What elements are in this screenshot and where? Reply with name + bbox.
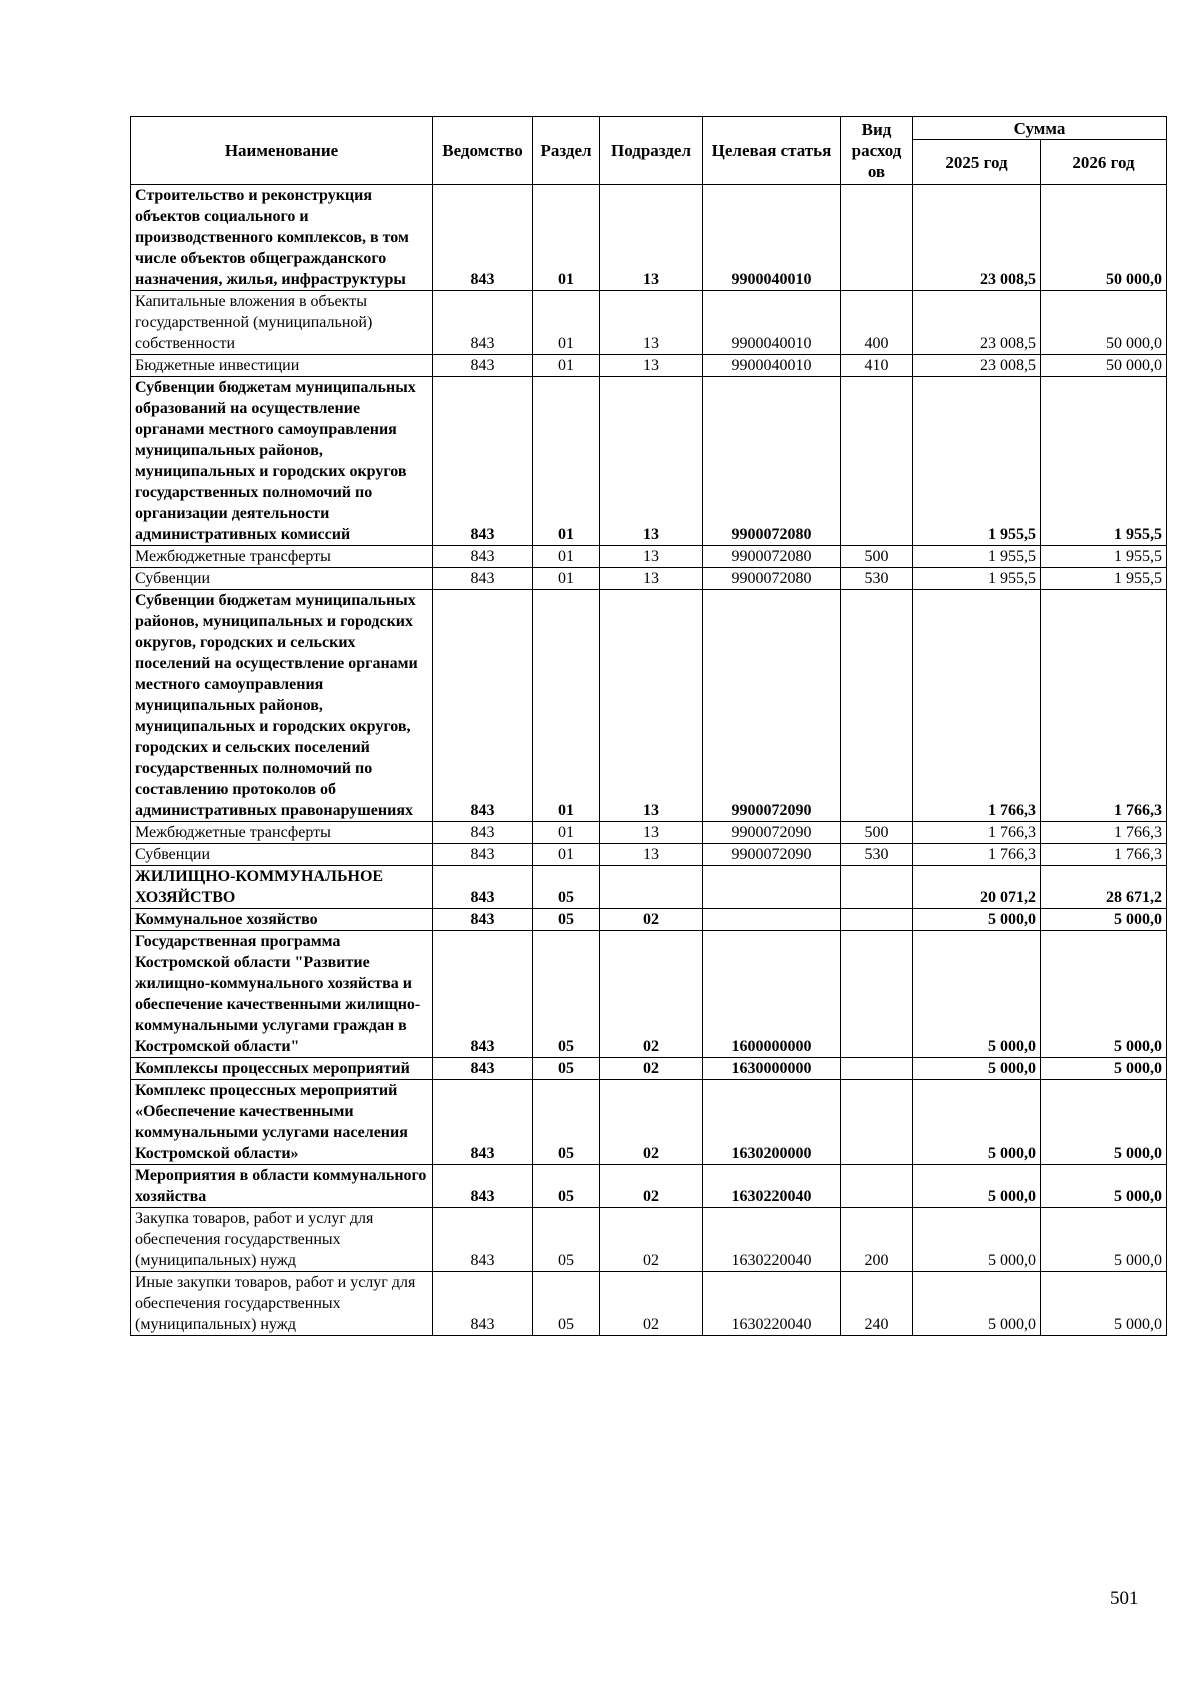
cell-subsection: 13 <box>600 291 703 355</box>
cell-section: 01 <box>533 291 600 355</box>
cell-name: Субвенции <box>131 568 433 590</box>
cell-sum-2026: 50 000,0 <box>1041 291 1167 355</box>
table-row <box>131 1165 1167 1208</box>
cell-expense-type <box>841 909 913 931</box>
table-row <box>131 822 1167 844</box>
table-body <box>131 185 1167 1336</box>
cell-name: Субвенции бюджетам муниципальных районов, муниципальных и городских округов, городских и сельских поселений на осуществление органами местного самоуправления муниципальных районов, муниципальных и городских округов, городских и сельских поселений государственных полномочий по составлению протоколов об административных правонарушениях <box>131 590 433 822</box>
cell-target-article: 9900072080 <box>703 568 841 590</box>
cell-sum-2025: 20 071,2 <box>913 866 1041 909</box>
cell-expense-type: 500 <box>841 546 913 568</box>
cell-sum-2025: 1 766,3 <box>913 844 1041 866</box>
cell-sum-2025: 1 955,5 <box>913 568 1041 590</box>
cell-subsection: 02 <box>600 1208 703 1272</box>
cell-sum-2025: 5 000,0 <box>913 909 1041 931</box>
cell-subsection: 13 <box>600 822 703 844</box>
cell-target-article: 9900072080 <box>703 546 841 568</box>
cell-name: ЖИЛИЩНО-КОММУНАЛЬНОЕ ХОЗЯЙСТВО <box>131 866 433 909</box>
cell-department: 843 <box>433 1165 533 1208</box>
cell-target-article: 1630220040 <box>703 1208 841 1272</box>
cell-expense-type: 500 <box>841 822 913 844</box>
cell-sum-2026: 1 955,5 <box>1041 377 1167 546</box>
cell-expense-type <box>841 185 913 291</box>
header-expense-type: Вид расход ов <box>841 117 913 185</box>
page-number: 501 <box>1110 1588 1139 1609</box>
cell-expense-type: 530 <box>841 844 913 866</box>
cell-subsection: 13 <box>600 590 703 822</box>
cell-sum-2026: 1 766,3 <box>1041 590 1167 822</box>
cell-sum-2026: 1 766,3 <box>1041 822 1167 844</box>
cell-sum-2026: 1 955,5 <box>1041 546 1167 568</box>
cell-sum-2025: 5 000,0 <box>913 1208 1041 1272</box>
cell-subsection: 02 <box>600 1165 703 1208</box>
cell-section: 05 <box>533 1058 600 1080</box>
table-row <box>131 909 1167 931</box>
cell-sum-2026: 5 000,0 <box>1041 909 1167 931</box>
cell-section: 05 <box>533 866 600 909</box>
table-row <box>131 1272 1167 1336</box>
cell-sum-2026: 50 000,0 <box>1041 185 1167 291</box>
table-row <box>131 185 1167 291</box>
cell-department: 843 <box>433 568 533 590</box>
cell-sum-2025: 1 955,5 <box>913 546 1041 568</box>
cell-department: 843 <box>433 1208 533 1272</box>
cell-name: Капитальные вложения в объекты государственной (муниципальной) собственности <box>131 291 433 355</box>
cell-subsection: 02 <box>600 931 703 1058</box>
cell-name: Субвенции бюджетам муниципальных образований на осуществление органами местного самоуправления муниципальных районов, муниципальных и городских округов государственных полномочий по организации деятельности административных комиссий <box>131 377 433 546</box>
cell-target-article: 1630220040 <box>703 1165 841 1208</box>
table-row <box>131 377 1167 546</box>
cell-expense-type <box>841 590 913 822</box>
cell-name: Государственная программа Костромской области "Развитие жилищно-коммунального хозяйства и обеспечение качественными жилищно-коммунальными услугами граждан в Костромской области" <box>131 931 433 1058</box>
cell-target-article <box>703 909 841 931</box>
cell-sum-2026: 1 766,3 <box>1041 844 1167 866</box>
cell-name: Комплекс процессных мероприятий «Обеспечение качественными коммунальными услугами населения Костромской области» <box>131 1080 433 1165</box>
table-row <box>131 931 1167 1058</box>
cell-section: 01 <box>533 590 600 822</box>
cell-name: Коммунальное хозяйство <box>131 909 433 931</box>
cell-department: 843 <box>433 185 533 291</box>
cell-expense-type <box>841 377 913 546</box>
cell-sum-2025: 23 008,5 <box>913 291 1041 355</box>
cell-department: 843 <box>433 377 533 546</box>
table-row <box>131 1208 1167 1272</box>
cell-sum-2025: 23 008,5 <box>913 355 1041 377</box>
cell-expense-type <box>841 1165 913 1208</box>
cell-expense-type: 410 <box>841 355 913 377</box>
cell-name: Иные закупки товаров, работ и услуг для обеспечения государственных (муниципальных) нужд <box>131 1272 433 1336</box>
cell-department: 843 <box>433 931 533 1058</box>
cell-sum-2025: 23 008,5 <box>913 185 1041 291</box>
cell-section: 05 <box>533 1165 600 1208</box>
cell-section: 05 <box>533 909 600 931</box>
cell-expense-type <box>841 931 913 1058</box>
cell-target-article: 9900072090 <box>703 590 841 822</box>
cell-section: 01 <box>533 355 600 377</box>
cell-sum-2026: 5 000,0 <box>1041 1208 1167 1272</box>
cell-target-article <box>703 866 841 909</box>
cell-sum-2026: 5 000,0 <box>1041 1080 1167 1165</box>
cell-section: 05 <box>533 1080 600 1165</box>
cell-section: 05 <box>533 1272 600 1336</box>
budget-table <box>130 116 1167 1336</box>
cell-department: 843 <box>433 822 533 844</box>
table-row <box>131 568 1167 590</box>
cell-target-article: 9900040010 <box>703 185 841 291</box>
cell-target-article: 1600000000 <box>703 931 841 1058</box>
header-subsection: Подраздел <box>600 117 703 185</box>
cell-department: 843 <box>433 866 533 909</box>
cell-subsection: 13 <box>600 568 703 590</box>
cell-sum-2025: 5 000,0 <box>913 1058 1041 1080</box>
cell-sum-2025: 1 766,3 <box>913 822 1041 844</box>
header-sum: Сумма <box>913 117 1167 140</box>
cell-name: Закупка товаров, работ и услуг для обеспечения государственных (муниципальных) нужд <box>131 1208 433 1272</box>
cell-sum-2026: 5 000,0 <box>1041 931 1167 1058</box>
cell-section: 01 <box>533 568 600 590</box>
cell-expense-type <box>841 1058 913 1080</box>
cell-target-article: 9900040010 <box>703 355 841 377</box>
cell-target-article: 9900072080 <box>703 377 841 546</box>
cell-expense-type: 240 <box>841 1272 913 1336</box>
header-year-2026: 2026 год <box>1041 140 1167 185</box>
cell-expense-type: 200 <box>841 1208 913 1272</box>
cell-subsection: 02 <box>600 1272 703 1336</box>
cell-section: 05 <box>533 1208 600 1272</box>
cell-department: 843 <box>433 355 533 377</box>
cell-department: 843 <box>433 291 533 355</box>
cell-name: Межбюджетные трансферты <box>131 546 433 568</box>
cell-sum-2026: 1 955,5 <box>1041 568 1167 590</box>
cell-department: 843 <box>433 590 533 822</box>
cell-name: Субвенции <box>131 844 433 866</box>
cell-sum-2025: 5 000,0 <box>913 931 1041 1058</box>
cell-target-article: 9900072090 <box>703 844 841 866</box>
cell-name: Межбюджетные трансферты <box>131 822 433 844</box>
cell-sum-2026: 50 000,0 <box>1041 355 1167 377</box>
cell-target-article: 1630220040 <box>703 1272 841 1336</box>
cell-subsection: 02 <box>600 909 703 931</box>
cell-subsection: 13 <box>600 546 703 568</box>
cell-target-article: 1630200000 <box>703 1080 841 1165</box>
cell-department: 843 <box>433 1058 533 1080</box>
table-row <box>131 1080 1167 1165</box>
table-row <box>131 844 1167 866</box>
header-department: Ведомство <box>433 117 533 185</box>
cell-subsection: 13 <box>600 185 703 291</box>
cell-section: 01 <box>533 377 600 546</box>
table-row <box>131 546 1167 568</box>
cell-expense-type: 400 <box>841 291 913 355</box>
cell-target-article: 9900040010 <box>703 291 841 355</box>
cell-department: 843 <box>433 1080 533 1165</box>
header-target-article: Целевая статья <box>703 117 841 185</box>
cell-name: Мероприятия в области коммунального хозяйства <box>131 1165 433 1208</box>
cell-subsection: 13 <box>600 844 703 866</box>
cell-department: 843 <box>433 546 533 568</box>
cell-name: Строительство и реконструкция объектов социального и производственного комплексов, в том числе объектов общегражданского назначения, жилья, инфраструктуры <box>131 185 433 291</box>
cell-sum-2025: 1 955,5 <box>913 377 1041 546</box>
cell-sum-2026: 28 671,2 <box>1041 866 1167 909</box>
cell-sum-2025: 5 000,0 <box>913 1080 1041 1165</box>
cell-expense-type <box>841 866 913 909</box>
cell-section: 01 <box>533 546 600 568</box>
header-section: Раздел <box>533 117 600 185</box>
cell-target-article: 9900072090 <box>703 822 841 844</box>
cell-target-article: 1630000000 <box>703 1058 841 1080</box>
cell-section: 01 <box>533 822 600 844</box>
table-row <box>131 866 1167 909</box>
cell-expense-type <box>841 1080 913 1165</box>
cell-department: 843 <box>433 909 533 931</box>
cell-sum-2026: 5 000,0 <box>1041 1272 1167 1336</box>
table-row <box>131 1058 1167 1080</box>
header-year-2025: 2025 год <box>913 140 1041 185</box>
cell-subsection <box>600 866 703 909</box>
cell-sum-2025: 1 766,3 <box>913 590 1041 822</box>
cell-name: Комплексы процессных мероприятий <box>131 1058 433 1080</box>
cell-subsection: 02 <box>600 1058 703 1080</box>
cell-expense-type: 530 <box>841 568 913 590</box>
cell-sum-2026: 5 000,0 <box>1041 1165 1167 1208</box>
cell-section: 01 <box>533 844 600 866</box>
table-row <box>131 355 1167 377</box>
header-name: Наименование <box>131 117 433 185</box>
cell-subsection: 13 <box>600 355 703 377</box>
table-row <box>131 590 1167 822</box>
cell-subsection: 13 <box>600 377 703 546</box>
cell-name: Бюджетные инвестиции <box>131 355 433 377</box>
cell-sum-2026: 5 000,0 <box>1041 1058 1167 1080</box>
cell-section: 01 <box>533 185 600 291</box>
table-row <box>131 291 1167 355</box>
cell-sum-2025: 5 000,0 <box>913 1272 1041 1336</box>
cell-sum-2025: 5 000,0 <box>913 1165 1041 1208</box>
cell-section: 05 <box>533 931 600 1058</box>
cell-subsection: 02 <box>600 1080 703 1165</box>
cell-department: 843 <box>433 1272 533 1336</box>
cell-department: 843 <box>433 844 533 866</box>
